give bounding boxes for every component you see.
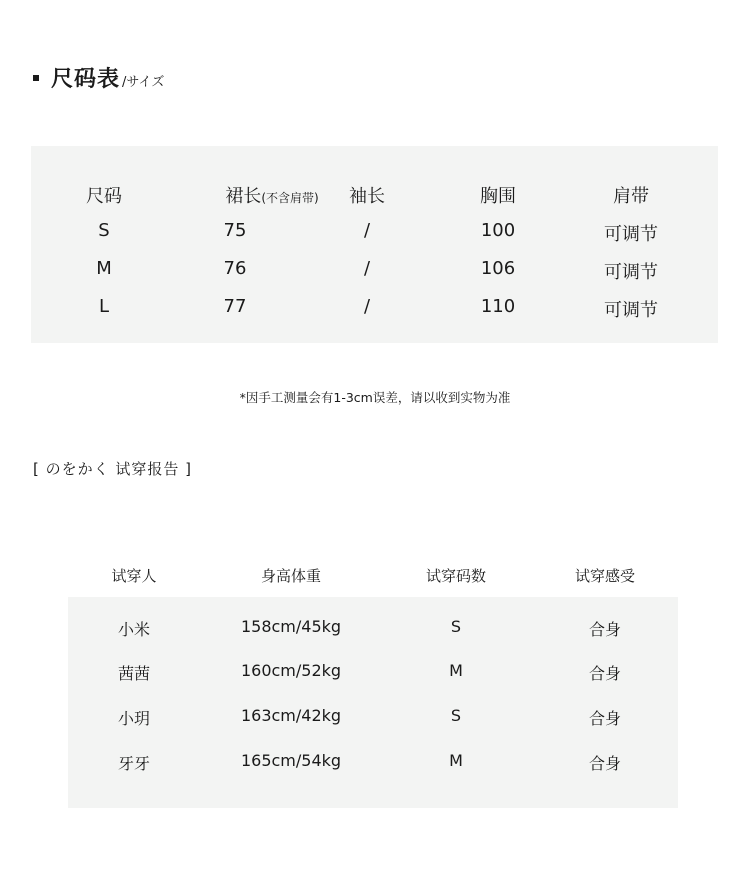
report-cell-tester: 小玥	[117, 709, 151, 728]
report-title: [ のをかく 试穿报告 ]	[33, 460, 193, 478]
table-cell-chest: 100	[480, 220, 516, 241]
strap-header: 肩带	[613, 186, 649, 207]
report-header-size: 试穿码数	[425, 567, 487, 585]
report-header-feeling: 试穿感受	[574, 567, 636, 585]
size-table	[31, 146, 718, 343]
report-cell-tester: 茜茜	[117, 664, 151, 683]
report-header-tester: 试穿人	[111, 567, 157, 585]
report-cell-height-weight: 158cm/45kg	[240, 617, 342, 636]
table-cell-skirt-length: 75	[223, 220, 247, 241]
table-cell-size: S	[98, 220, 110, 241]
report-cell-tester: 小米	[117, 620, 151, 639]
table-cell-skirt-length: 77	[223, 296, 247, 317]
report-cell-feeling: 合身	[588, 620, 622, 639]
table-cell-size: L	[98, 296, 110, 317]
table-cell-sleeve: /	[363, 220, 371, 241]
size-header: 尺码	[86, 186, 122, 207]
title-subtitle: /サイズ	[122, 75, 165, 90]
report-cell-size: S	[450, 706, 462, 725]
report-cell-size: M	[449, 661, 463, 680]
table-cell-sleeve: /	[363, 258, 371, 279]
report-cell-height-weight: 160cm/52kg	[240, 661, 342, 680]
sleeve-header: 袖长	[349, 186, 385, 207]
table-cell-strap: 可调节	[604, 224, 658, 245]
table-cell-strap: 可调节	[604, 262, 658, 283]
page-title	[33, 62, 164, 92]
report-cell-feeling: 合身	[588, 709, 622, 728]
chest-header: 胸围	[480, 186, 516, 207]
report-cell-tester: 牙牙	[117, 754, 151, 773]
table-cell-skirt-length: 76	[223, 258, 247, 279]
measurement-note: *因手工测量会有1-3cm误差，请以收到实物为准	[239, 390, 511, 405]
report-table	[68, 597, 678, 808]
report-cell-size: S	[450, 617, 462, 636]
table-cell-sleeve: /	[363, 296, 371, 317]
report-cell-height-weight: 163cm/42kg	[240, 706, 342, 725]
skirt-length-header-note: (不含肩带)	[261, 191, 319, 205]
title-bullet-icon	[33, 75, 39, 81]
table-cell-chest: 106	[480, 258, 516, 279]
report-cell-height-weight: 165cm/54kg	[240, 751, 342, 770]
skirt-length-header-label: 裙长	[225, 186, 262, 207]
skirt-length-header	[225, 182, 318, 208]
report-cell-feeling: 合身	[588, 664, 622, 683]
report-header-height-weight: 身高体重	[260, 567, 322, 585]
title-main: 尺码表	[51, 67, 121, 92]
report-cell-size: M	[449, 751, 463, 770]
table-cell-size: M	[96, 258, 112, 279]
table-cell-strap: 可调节	[604, 300, 658, 321]
table-cell-chest: 110	[480, 296, 516, 317]
report-cell-feeling: 合身	[588, 754, 622, 773]
